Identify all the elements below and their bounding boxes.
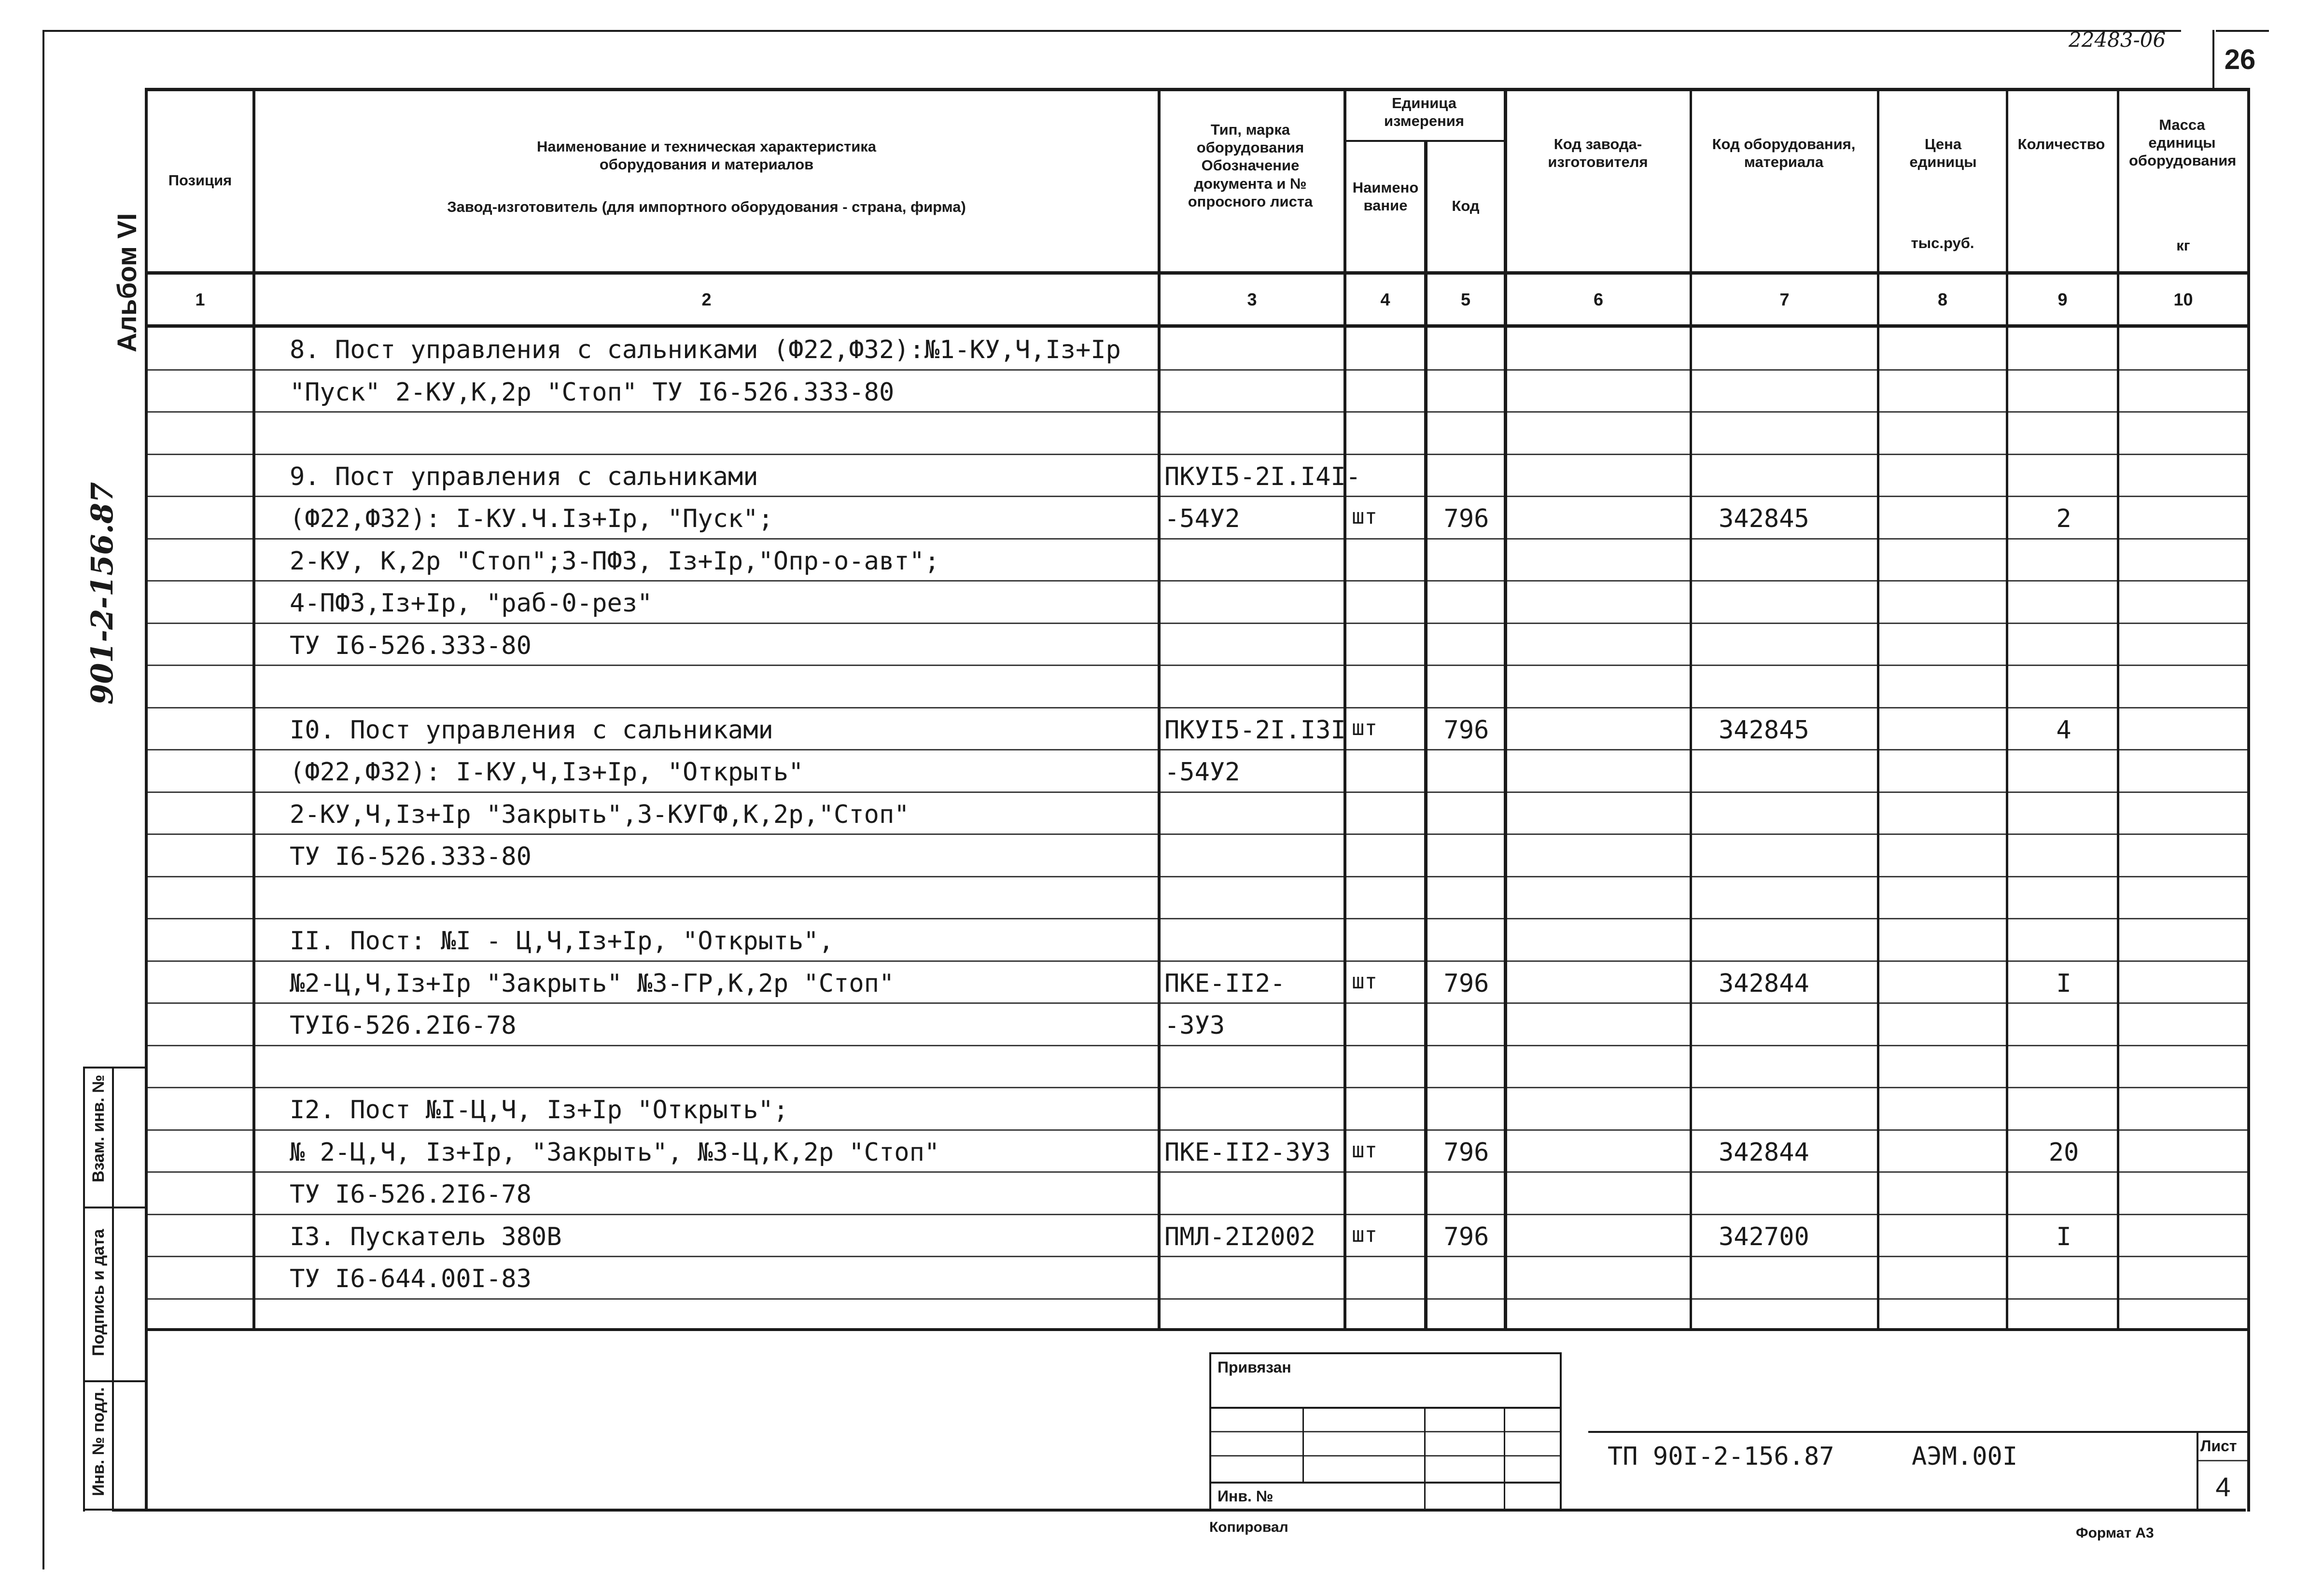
album-label: Альбом VI <box>112 213 142 352</box>
table-row <box>0 834 2309 877</box>
table-row <box>0 750 2309 792</box>
row-description: 4-ПФЗ,Iз+Iр, "раб-0-рез" <box>290 589 653 618</box>
row-unit-name: шт <box>1352 969 1377 994</box>
table-row <box>0 539 2309 582</box>
table-row <box>0 328 2309 370</box>
header-name-line3: Завод-изготовитель (для импортного оборудования - страна, фирма) <box>447 198 966 215</box>
table-row <box>0 412 2309 455</box>
header-bottom-line <box>145 271 2250 275</box>
format-label: Формат А3 <box>2076 1525 2154 1541</box>
header-position: Позиция <box>168 172 232 189</box>
row-type-mark: -54У2 <box>1164 758 1240 787</box>
unit-group-divider <box>1345 140 1506 142</box>
table-row <box>0 961 2309 1004</box>
row-description: ТУ I6-644.00I-83 <box>290 1264 532 1293</box>
table-row <box>0 455 2309 497</box>
row-description: (Ф22,Ф32): I-КУ.Ч.Iз+Iр, "Пуск"; <box>290 504 773 533</box>
row-type-mark: -ЗУЗ <box>1164 1011 1225 1040</box>
table-row <box>0 497 2309 539</box>
stamp-top-line <box>1588 1431 2249 1433</box>
header-unit-group: Единица измерения <box>1384 95 1464 130</box>
table-row <box>0 370 2309 413</box>
bound-box-col2 <box>1424 1407 1426 1511</box>
row-unit-code: 796 <box>1443 715 1489 745</box>
side-stamp-inv-original: Инв. № подл. <box>89 1387 108 1496</box>
side-stamp-inv-replace: Взам. инв. № <box>89 1074 108 1182</box>
row-type-mark: ПКУI5-2I.I4I- <box>1164 462 1361 491</box>
sheet-label: Лист <box>2200 1437 2237 1455</box>
row-quantity: I <box>2056 969 2071 998</box>
bound-box-line1 <box>1209 1407 1562 1409</box>
sheet-number: 4 <box>2215 1471 2231 1502</box>
row-description: I0. Пост управления с сальниками <box>290 715 773 745</box>
top-sheet-number: 26 <box>2224 44 2256 75</box>
table-row <box>0 877 2309 919</box>
table-row <box>0 792 2309 835</box>
project-side-code: 901-2-156.87 <box>84 482 120 705</box>
table-row <box>0 1172 2309 1215</box>
row-description: I2. Пост №I-Ц,Ч, Iз+Iр "Открыть"; <box>290 1096 789 1124</box>
bound-box-line4 <box>1209 1482 1562 1484</box>
row-unit-code: 796 <box>1443 504 1489 533</box>
row-equipment-code: 342845 <box>1719 504 1809 533</box>
row-unit-code: 796 <box>1443 969 1489 998</box>
stamp-sheet-divider <box>2197 1460 2249 1461</box>
row-type-mark: ПМЛ-2I2002 <box>1164 1222 1316 1251</box>
row-description: "Пуск" 2-КУ,К,2р "Стоп" ТУ I6-526.333-80 <box>290 377 895 407</box>
row-type-mark: ПКЕ-II2-ЗУЗ <box>1164 1138 1331 1167</box>
row-description: ТУI6-526.2I6-78 <box>290 1011 517 1040</box>
table-row <box>0 1088 2309 1130</box>
header-mass-unit: кг <box>2176 237 2190 254</box>
table-row <box>0 1257 2309 1299</box>
header-price-unit: тыс.руб. <box>1911 235 1974 251</box>
row-quantity: 20 <box>2048 1138 2079 1167</box>
colnum-2: 2 <box>701 290 712 309</box>
row-type-mark: ПКЕ-II2- <box>1164 969 1286 998</box>
bound-box-col3 <box>1504 1407 1505 1511</box>
row-quantity: I <box>2056 1222 2071 1251</box>
side-stamp-sign-date: Подпись и дата <box>89 1229 108 1356</box>
side-stamp-top <box>83 1067 147 1069</box>
row-quantity: 4 <box>2056 715 2071 745</box>
doc-code: ТП 90I-2-156.87 <box>1608 1442 1834 1471</box>
row-description: № 2-Ц,Ч, Iз+Iр, "Закрыть", №3-Ц,К,2р "Стоп" <box>290 1138 940 1167</box>
table-row <box>0 581 2309 624</box>
colnum-7: 7 <box>1779 290 1790 309</box>
bound-box-line3 <box>1209 1455 1562 1457</box>
outer-top-border <box>42 30 2181 32</box>
row-description: I3. Пускатель 380В <box>290 1222 562 1251</box>
row-equipment-code: 342845 <box>1719 715 1809 745</box>
colnum-3: 3 <box>1247 290 1257 309</box>
bound-label: Привязан <box>1217 1359 1291 1376</box>
row-unit-code: 796 <box>1443 1222 1489 1251</box>
table-bottom-line <box>145 1328 2250 1331</box>
bound-box-line2 <box>1209 1431 1562 1432</box>
row-unit-name: шт <box>1352 1138 1377 1163</box>
header-equipment-code: Код оборудования, материала <box>1712 136 1856 171</box>
row-description: (Ф22,Ф32): I-КУ,Ч,Iз+Iр, "Открыть" <box>290 758 804 787</box>
inv-label: Инв. № <box>1217 1487 1273 1505</box>
stamp-sheet-left <box>2197 1431 2198 1511</box>
row-unit-code: 796 <box>1443 1138 1489 1167</box>
sheet-num-box-left <box>2212 30 2214 89</box>
row-description: II. Пост: №I - Ц,Ч,Iз+Iр, "Открыть", <box>290 927 834 956</box>
row-type-mark: -54У2 <box>1164 504 1240 533</box>
row-description: ТУ I6-526.333-80 <box>290 842 532 871</box>
doc-mark: АЭМ.00I <box>1912 1442 2018 1471</box>
row-quantity: 2 <box>2056 504 2071 533</box>
header-mass: Масса единицы оборудования <box>2129 116 2237 169</box>
table-row <box>0 1046 2309 1088</box>
colnum-bottom-line <box>145 324 2250 328</box>
row-type-mark: ПКУI5-2I.I3I <box>1164 715 1346 745</box>
bound-box-col1 <box>1302 1407 1304 1482</box>
table-row <box>0 1215 2309 1257</box>
row-unit-name: шт <box>1352 1222 1377 1247</box>
row-description: №2-Ц,Ч,Iз+Iр "Закрыть" №3-ГР,К,2р "Стоп" <box>290 969 895 998</box>
table-row <box>0 1003 2309 1046</box>
table-top-line <box>145 88 2250 91</box>
table-row <box>0 919 2309 961</box>
row-description: 2-КУ,Ч,Iз+Iр "Закрыть",3-КУГФ,К,2р,"Стоп" <box>290 800 910 829</box>
colnum-1: 1 <box>195 290 205 309</box>
side-stamp-left <box>83 1067 85 1512</box>
table-row <box>0 666 2309 708</box>
header-name-line1: Наименование и техническая характеристика <box>536 138 877 155</box>
side-stamp-div1 <box>83 1207 147 1208</box>
row-unit-name: шт <box>1352 504 1377 529</box>
colnum-10: 10 <box>2173 290 2193 309</box>
side-stamp-mid <box>112 1067 114 1512</box>
row-description: 2-КУ, К,2р "Стоп";3-ПФЗ, Iз+Iр,"Опр-о-авт"; <box>290 546 940 576</box>
header-price: Цена единицы <box>1909 136 1977 171</box>
header-quantity: Количество <box>2017 136 2105 153</box>
header-factory-code: Код завода-изготовителя <box>1548 136 1648 171</box>
row-equipment-code: 342844 <box>1719 1138 1809 1167</box>
copied-label: Копировал <box>1209 1519 1288 1535</box>
row-description: ТУ I6-526.2I6-78 <box>290 1180 532 1209</box>
page-bottom-line <box>112 1509 2246 1512</box>
row-description: 9. Пост управления с сальниками <box>290 462 758 491</box>
archive-code: 22483-06 <box>2069 28 2166 52</box>
table-row <box>0 624 2309 666</box>
colnum-4: 4 <box>1380 290 1390 309</box>
side-stamp-bottom <box>83 1509 147 1511</box>
bound-box-top <box>1209 1352 1562 1354</box>
colnum-9: 9 <box>2057 290 2068 309</box>
header-type-mark: Тип, марка оборудования Обозначение документа и № опросного листа <box>1188 121 1313 210</box>
row-unit-name: шт <box>1352 715 1377 740</box>
header-name-line2: оборудования и материалов <box>599 156 814 173</box>
side-stamp-div2 <box>83 1380 147 1382</box>
row-equipment-code: 342700 <box>1719 1222 1809 1251</box>
row-equipment-code: 342844 <box>1719 969 1809 998</box>
outer-top-border-right <box>2216 30 2269 32</box>
row-description: ТУ I6-526.333-80 <box>290 631 532 660</box>
colnum-5: 5 <box>1460 290 1471 309</box>
table-row <box>0 708 2309 750</box>
header-unit-code: Код <box>1452 197 1480 214</box>
table-row <box>0 1130 2309 1173</box>
row-description: 8. Пост управления с сальниками (Ф22,Ф32):№1-КУ,Ч,Iз+Iр <box>290 335 1121 364</box>
colnum-8: 8 <box>1937 290 1948 309</box>
colnum-6: 6 <box>1593 290 1604 309</box>
header-unit-name: Наименование <box>1352 179 1419 214</box>
